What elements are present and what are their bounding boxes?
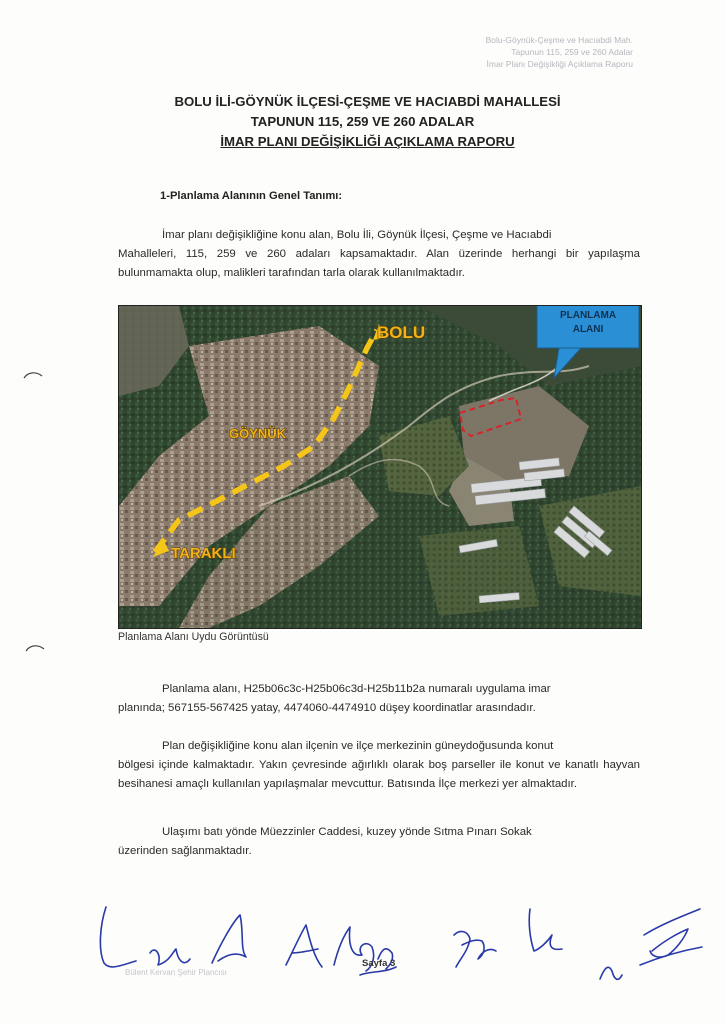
header-note	[433, 34, 633, 70]
satellite-image	[119, 306, 641, 628]
paragraph-3-rest: bölgesi içinde kalmaktadır. Yakın çevresinde ağırlıklı olarak boş parseller ile konut ve kanatlı hayvan besihanesi amaçlı kullanılan yapılaşmalar mevcuttur. Batısında İlçe merkezi yer almaktadır.	[118, 759, 640, 790]
margin-mark-2	[24, 643, 46, 653]
page-number: Sayfa 3	[362, 958, 396, 969]
section-heading: 1-Planlama Alanının Genel Tanımı:	[160, 190, 343, 202]
paragraph-2-first-line: Planlama alanı, H25b06c3c-H25b06c3d-H25b11b2a numaralı uygulama imar	[162, 683, 551, 695]
paragraph-2-rest: planında; 567155-567425 yatay, 4474060-4474910 düşey koordinatlar arasındadır.	[118, 702, 536, 714]
map-label-bolu: BOLU	[377, 323, 426, 342]
map-label-tarakli: TARAKLI	[171, 545, 236, 562]
paragraph-4-rest: üzerinden sağlanmaktadır.	[118, 845, 252, 857]
document-title	[0, 92, 725, 152]
paragraph-4-first-line: Ulaşımı batı yönde Müezzinler Caddesi, kuzey yönde Sıtma Pınarı Sokak	[162, 826, 532, 838]
header-note-line3: İmar Planı Değişikliği Açıklama Raporu	[486, 59, 633, 69]
paragraph-1-first-line: İmar planı değişikliğine konu alan, Bolu İli, Göynük İlçesi, Çeşme ve Hacıabdi	[162, 229, 552, 241]
paragraph-4	[118, 823, 640, 861]
footer-faint-text: Bülent Kervan Şehir Plancısı	[125, 968, 227, 977]
paragraph-3	[118, 737, 640, 794]
paragraph-1	[118, 226, 640, 283]
title-line2: TAPUNUN 115, 259 VE 260 ADALAR	[250, 114, 475, 129]
margin-mark-1	[22, 370, 44, 380]
header-note-line1: Bolu-Göynük-Çeşme ve Hacıabdi Mah.	[485, 35, 633, 45]
satellite-map	[118, 305, 642, 629]
map-label-goynuk: GÖYNÜK	[229, 426, 287, 441]
title-line3: İMAR PLANI DEĞİŞİKLİĞİ AÇIKLAMA RAPORU	[220, 134, 515, 149]
paragraph-2	[118, 680, 640, 718]
map-caption: Planlama Alanı Uydu Görüntüsü	[118, 631, 269, 643]
title-line1: BOLU İLİ-GÖYNÜK İLÇESİ-ÇEŞME VE HACIABDİ MAHALLESİ	[174, 94, 561, 109]
callout-line1: PLANLAMA	[559, 310, 617, 321]
callout-line2: ALANI	[572, 324, 604, 335]
paragraph-1-rest: Mahalleleri, 115, 259 ve 260 adaları kapsamaktadır. Alan üzerinde herhangi bir yapılaşma bulunmamakta olup, malikleri tarafından tarla olarak kullanılmaktadır.	[118, 248, 640, 279]
paragraph-3-first-line: Plan değişikliğine konu alan ilçenin ve ilçe merkezinin güneydoğusunda konut	[162, 740, 554, 752]
header-note-line2: Tapunun 115, 259 ve 260 Adalar	[511, 47, 633, 57]
